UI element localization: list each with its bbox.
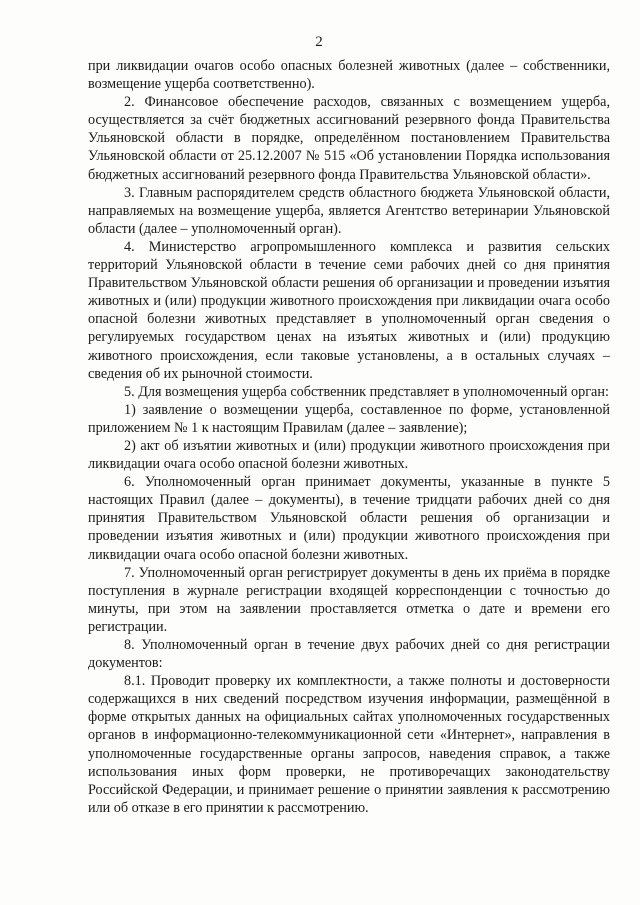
paragraph-8-1: 8.1. Проводит проверку их комплектности, а также полноты и достоверности содержащихся в них сведений посредством изучения информации, размещённой в форме открытых данных на официальных сайтах уполномоченных государственных органов в информационно-телекоммуникационной сети «Интернет», направления в уполномоченные государственные органы запросов, наведения справок, а также использования иных форм проверки, не противоречащих законодательству Российской Федерации, и принимает решение о принятии заявления к рассмотрению или об отказе в его принятии к рассмотрению. xyxy=(88,673,610,816)
paragraph-7: 7. Уполномоченный орган регистрирует документы в день их приёма в порядке поступления в журнале регистрации входящей корреспонденции с точностью до минуты, при этом на заявлении проставляется отметка о дате и времени его регистрации. xyxy=(88,564,610,635)
paragraph-4: 4. Министерство агропромышленного комплекса и развития сельских территорий Ульяновской области в течение семи рабочих дней со дня принятия Правительством Ульяновской области решения об организации и проведении изъятия животных и (или) продукции животного происхождения при ликвидации очага особо опасной болезни животных представляет в уполномоченный орган сведения о регулируемых государством ценах на изъятых животных и (или) продукцию животного происхождения, если таковые установлены, а в остальных случаях – сведения об их рыночной стоимости. xyxy=(88,238,610,382)
paragraph-5-item-1: 1) заявление о возмещении ущерба, составленное по форме, установленной приложением № 1 к настоящим Правилам (далее – заявление); xyxy=(88,401,610,436)
paragraph-3: 3. Главным распорядителем средств областного бюджета Ульяновской области, направляемых на возмещение ущерба, является Агентство ветеринарии Ульяновской области (далее – уполномоченный орган). xyxy=(88,184,610,237)
page-number: 2 xyxy=(315,34,323,50)
paragraph-continuation: при ликвидации очагов особо опасных болезней животных (далее – собственники, возмещение ущерба соответственно). xyxy=(88,58,610,93)
paragraph-5-item-2: 2) акт об изъятии животных и (или) продукции животного происхождения при ликвидации очага особо опасной болезни животных. xyxy=(88,437,610,473)
document-body xyxy=(88,57,610,817)
paragraph-5: 5. Для возмещения ущерба собственник представляет в уполномоченный орган: xyxy=(124,383,609,400)
paragraph-2: 2. Финансовое обеспечение расходов, связанных с возмещением ущерба, осуществляется за счёт бюджетных ассигнований резервного фонда Правительства Ульяновской области в порядке, определённом постановлением Правительства Ульяновской области от 25.12.2007 № 515 «Об установлении Порядка использования бюджетных ассигнований резервного фонда Правительства Ульяновской области». xyxy=(88,94,610,183)
paragraph-8: 8. Уполномоченный орган в течение двух рабочих дней со дня регистрации документов: xyxy=(88,637,610,672)
paragraph-6: 6. Уполномоченный орган принимает документы, указанные в пункте 5 настоящих Правил (далее – документы), в течение тридцати рабочих дней со дня принятия Правительством Ульяновской области решения об организации и проведении изъятия животных и (или) продукции животного происхождения при ликвидации очага особо опасной болезни животных. xyxy=(88,474,610,563)
